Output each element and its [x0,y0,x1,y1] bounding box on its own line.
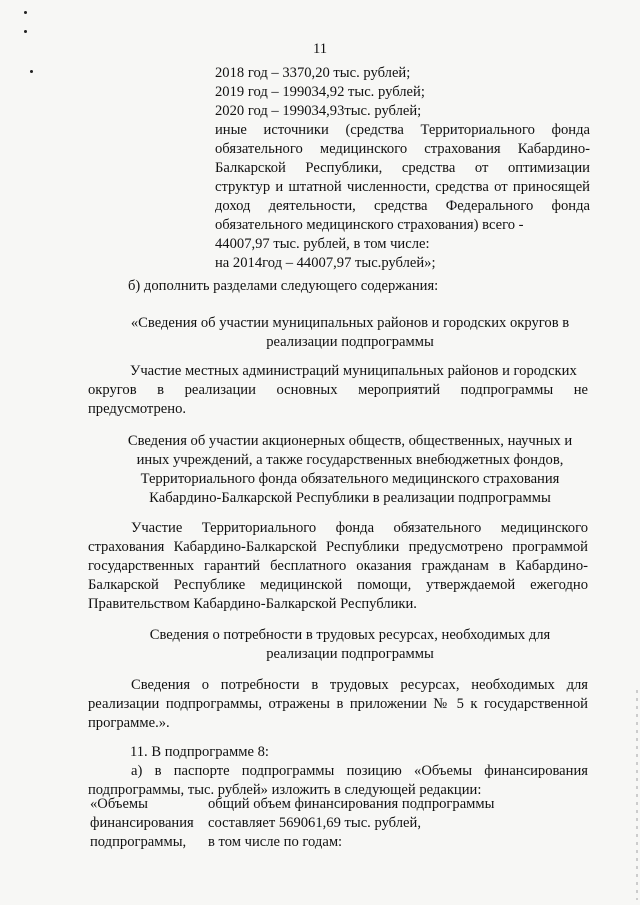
paragraph-labor [88,676,588,733]
passport-row [90,814,590,833]
heading-labor [100,626,600,664]
paragraph-line: округов в реализации основных мероприятий подпрограммы не [88,382,588,398]
heading-line: иных учреждений, а также государственных внебюджетных фондов, [136,452,564,468]
other-sources-block [215,121,590,273]
scan-dot-mark [24,30,27,33]
other-sources-line: иные источники (средства Территориального фонда [215,122,590,138]
paragraph-municipal [88,362,588,419]
passport-value: составляет 569061,69 тыс. рублей, [208,815,421,831]
paragraph-line: программе.». [88,715,170,731]
scan-dot-mark [30,70,33,73]
page-number: 11 [312,41,328,57]
heading-line: реализации подпрограммы [266,334,434,350]
item-11-text: 11. В подпрограмме 8: [130,744,269,760]
paragraph-line: а) в паспорте подпрограммы позицию «Объемы финансирования [131,763,588,779]
heading-municipal [100,314,600,352]
heading-line: Сведения об участии акционерных обществ, общественных, научных и [127,433,573,449]
other-sources-line: 44007,97 тыс. рублей, в том числе: [215,236,430,252]
funding-year-line: 2018 год – 3370,20 тыс. рублей; [215,65,411,81]
passport-table [90,795,590,852]
heading-line: реализации подпрограммы [266,646,434,662]
paragraph-line: Сведения о потребности в трудовых ресурсах, необходимых для [131,677,588,693]
paragraph-line: государственных гарантий бесплатного оказания гражданам в Кабардино- [88,558,588,574]
passport-key: финансирования [90,815,194,831]
paragraph-fund [88,519,588,614]
passport-value: общий объем финансирования подпрограммы [208,796,495,812]
heading-line: Территориального фонда обязательного медицинского страхования [140,471,560,487]
passport-key: «Объемы [90,796,148,812]
passport-row [90,795,590,814]
heading-societies [100,432,600,508]
funding-years-list [215,64,425,121]
other-sources-line: обязательного медицинского страхования Кабардино- [215,141,590,157]
scan-edge-artifact [636,690,638,900]
heading-line: «Сведения об участии муниципальных районов и городских округов в [130,315,570,331]
paragraph-line: Участие местных администраций муниципальных районов и городских [130,363,577,379]
passport-key: подпрограммы, [90,834,187,850]
paragraph-line: реализации подпрограммы, отражены в приложении № 5 к государственной [88,696,588,712]
scan-dot-mark [24,11,27,14]
funding-year-line: 2019 год – 199034,92 тыс. рублей; [215,84,425,100]
paragraph-line: Правительством Кабардино-Балкарской Республики. [88,596,417,612]
paragraph-line: предусмотрено. [88,401,187,417]
heading-line: Сведения о потребности в трудовых ресурсах, необходимых для [149,627,551,643]
paragraph-line: Балкарской Республике медицинской помощи, утверждаемой ежегодно [88,577,588,593]
other-sources-line: обязательного медицинского страхования) всего - [215,217,524,233]
item-b-text: б) дополнить разделами следующего содержания: [128,278,439,294]
other-sources-line: на 2014год – 44007,97 тыс.рублей»; [215,255,436,271]
funding-year-line: 2020 год – 199034,93тыс. рублей; [215,103,422,119]
heading-line: Кабардино-Балкарской Республики в реализации подпрограммы [149,490,551,506]
other-sources-line: структур и штатной численности, средства от приносящей [215,179,590,195]
paragraph-line: Участие Территориального фонда обязательного медицинского [131,520,588,536]
paragraph-line: страхования Кабардино-Балкарской Республики предусмотрено программой [88,539,588,555]
passport-row [90,833,590,852]
other-sources-line: доход деятельности, средства Федерального фонда [215,198,590,214]
paragraph-line: подпрограммы, тыс. рублей» изложить в следующей редакции: [88,782,482,798]
other-sources-line: Балкарской Республики, средства от оптимизации [215,160,590,176]
passport-value: в том числе по годам: [208,834,343,850]
